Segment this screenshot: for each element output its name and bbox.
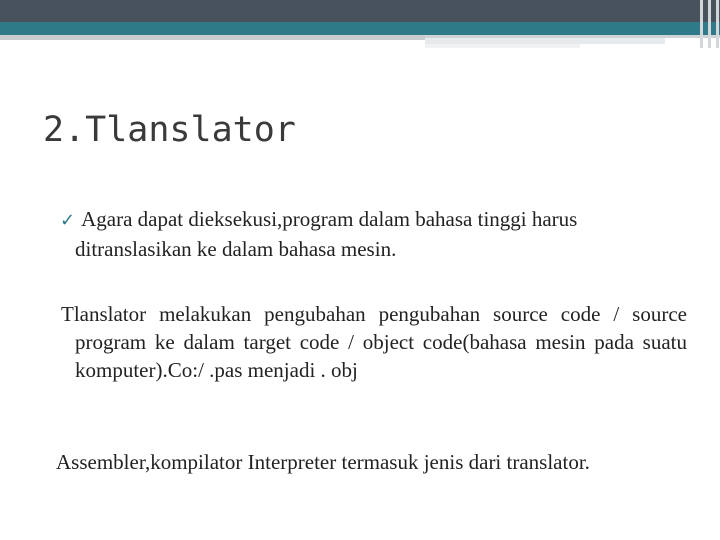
header-stripe bbox=[708, 0, 711, 48]
header-bar-lighter bbox=[425, 44, 580, 48]
header-bar-grey-left bbox=[0, 35, 425, 40]
slide-title: 2.Tlanslator bbox=[43, 110, 296, 150]
header-bar-teal bbox=[0, 22, 720, 35]
checkmark-icon: ✓ bbox=[60, 210, 76, 231]
paragraph: Tlanslator melakukan pengubahan pengubahan source code / source program ke dalam target code / object code(bahasa mesin pada suatu komputer).Co:/ .pas menjadi . obj bbox=[61, 302, 687, 382]
paragraph: Assembler,kompilator Interpreter termasuk jenis dari translator. bbox=[56, 450, 590, 474]
paragraph-text: Agara dapat dieksekusi,program dalam bahasa tinggi harus ditranslasikan ke dalam bahasa mesin. bbox=[75, 207, 578, 261]
paragraph-bullet bbox=[60, 205, 695, 263]
header-stripe bbox=[700, 0, 703, 48]
header-bar-dark bbox=[0, 0, 720, 22]
header-stripe bbox=[716, 0, 719, 48]
